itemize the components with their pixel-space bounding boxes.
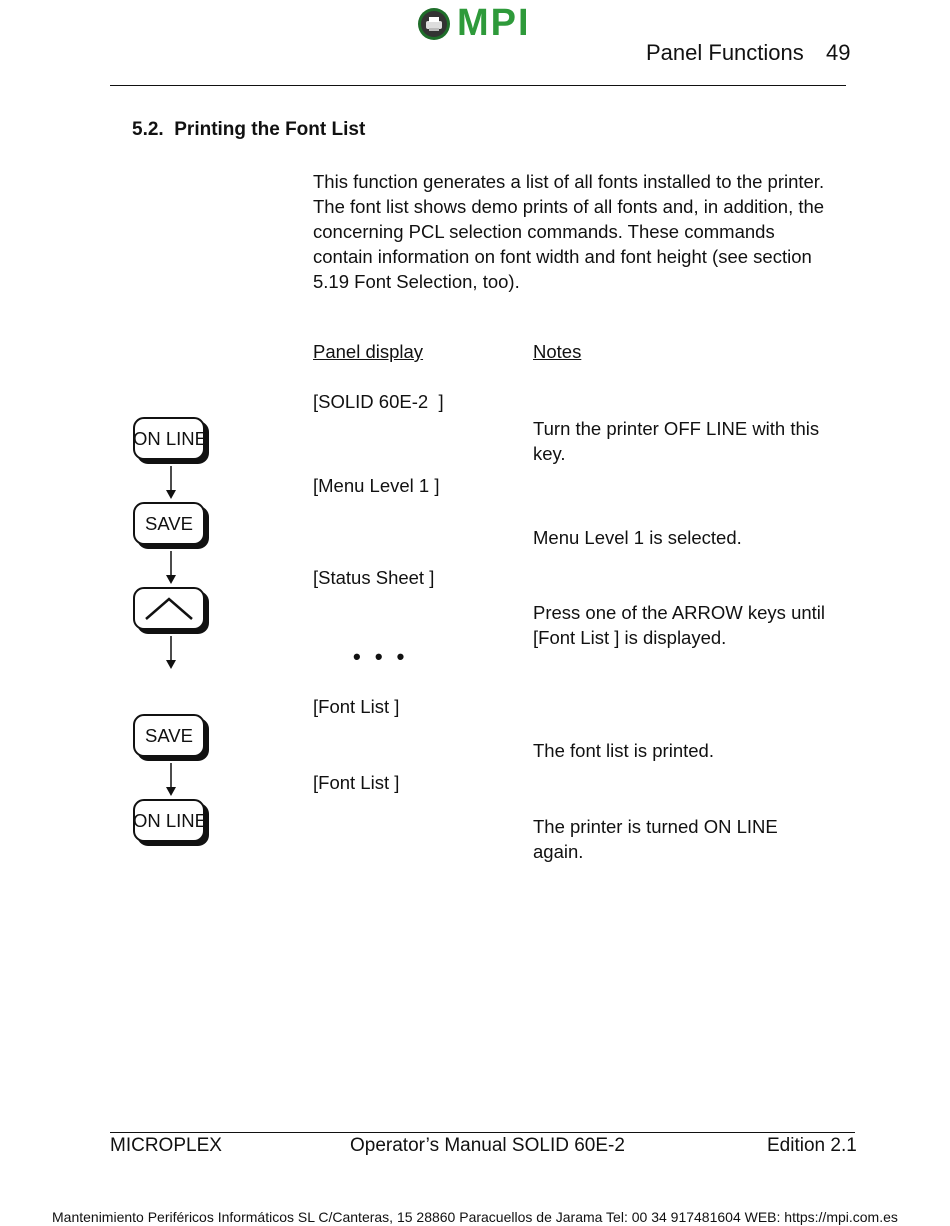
chevron-up-icon <box>141 596 197 622</box>
note-2: Menu Level 1 is selected. <box>533 527 742 548</box>
note-4: The font list is printed. <box>533 740 714 761</box>
company-line: Mantenimiento Periféricos Informáticos SL C/Canteras, 15 28860 Paracuellos de Jarama Tel: 00 34 917481604 WEB: https://mpi.com.es <box>52 1209 898 1225</box>
down-arrow-icon <box>165 466 177 500</box>
online-key-1 <box>132 417 208 460</box>
online-key-label: ON LINE <box>132 809 208 831</box>
down-arrow-icon <box>165 551 177 585</box>
ellipsis: • • • <box>353 644 409 669</box>
online-key-2 <box>132 799 208 842</box>
save-key-2 <box>133 714 205 757</box>
footer-right: Edition 2.1 <box>767 1135 857 1156</box>
save-key-1 <box>133 502 205 545</box>
note-3: Press one of the ARROW keys until [Font List ] is displayed. <box>533 602 826 648</box>
footer-divider <box>110 1132 855 1133</box>
down-arrow-icon <box>165 763 177 797</box>
note-5: The printer is turned ON LINE again. <box>533 816 778 862</box>
logo-text: MPI <box>457 2 531 44</box>
save-key-label: SAVE <box>145 724 193 746</box>
panel-display-5: [Font List ] <box>313 772 400 793</box>
notes-heading: Notes <box>533 341 582 362</box>
mpi-logo <box>417 2 547 44</box>
arrow-up-key <box>133 587 205 630</box>
online-key-label: ON LINE <box>132 427 208 449</box>
panel-display-heading: Panel display <box>313 341 424 362</box>
header-divider <box>110 85 846 86</box>
panel-display-4: [Font List ] <box>313 696 400 717</box>
panel-display-3: [Status Sheet ] <box>313 567 435 588</box>
printer-logo-icon <box>417 7 451 41</box>
panel-display-1: [SOLID 60E-2 ] <box>313 391 444 412</box>
panel-display-2: [Menu Level 1 ] <box>313 475 440 496</box>
down-arrow-icon <box>165 636 177 670</box>
note-1: Turn the printer OFF LINE with this key. <box>533 418 820 464</box>
footer-left: MICROPLEX <box>110 1135 222 1156</box>
footer-center: Operator’s Manual SOLID 60E-2 <box>350 1135 625 1156</box>
save-key-label: SAVE <box>145 512 193 534</box>
section-title: 5.2. Printing the Font List <box>132 119 366 140</box>
page-number: 49 <box>826 40 851 65</box>
section-intro: This function generates a list of all fonts installed to the printer. The font list shows demo prints of all fonts and, in addition, the concerning PCL selection commands. These commands contain information on font width and font height (see section 5.19 Font Selection, too). <box>313 171 825 292</box>
header-title: Panel Functions <box>646 40 804 65</box>
